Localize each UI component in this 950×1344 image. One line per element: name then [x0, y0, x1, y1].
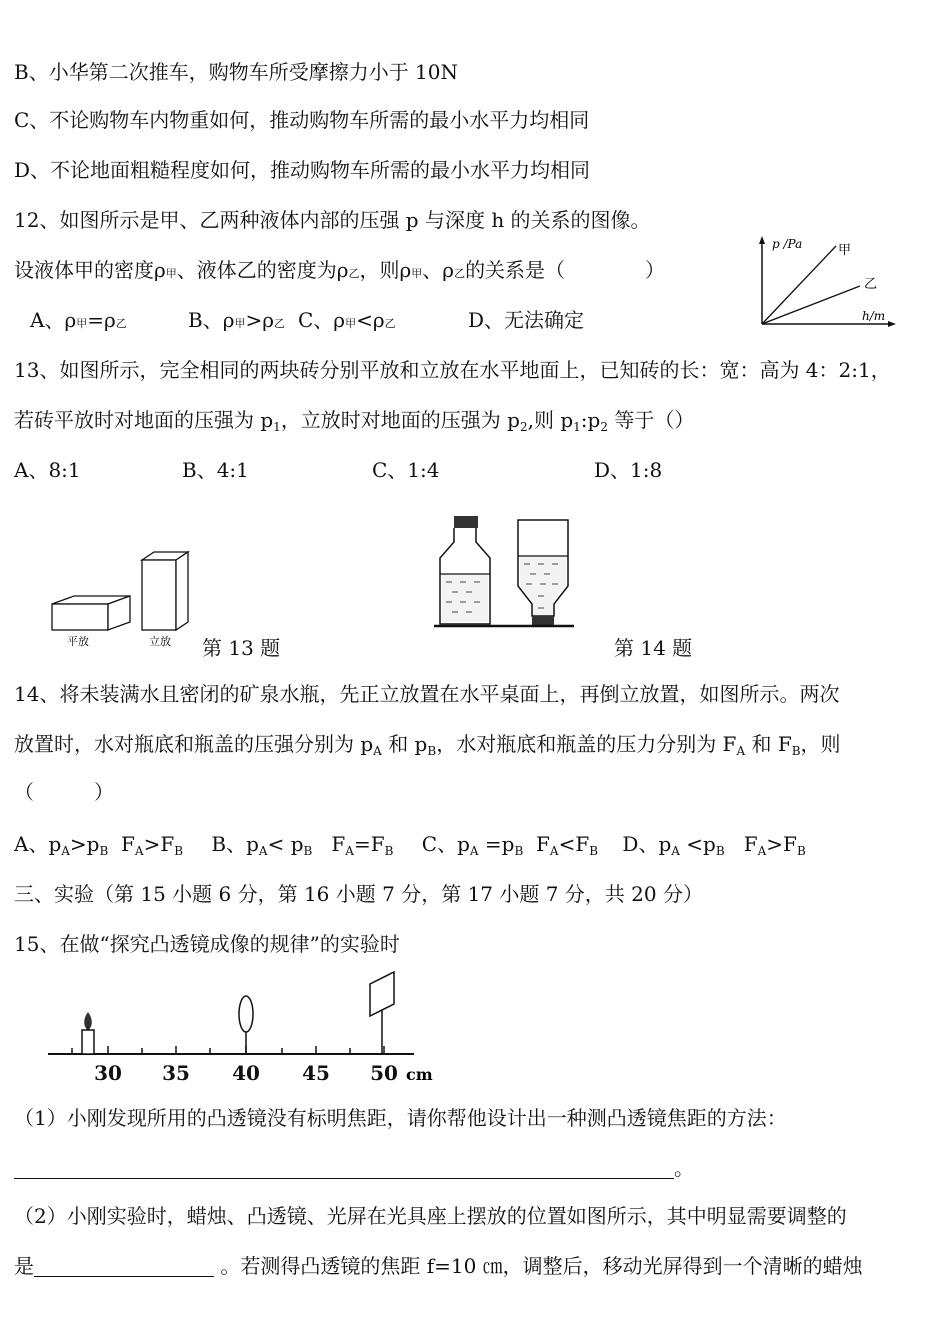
graph-xlabel: h/m	[862, 309, 886, 323]
tick-50: 50	[370, 1061, 398, 1085]
q14-stem-line3: （ ）	[14, 780, 114, 804]
bottle-cap-upright	[454, 516, 478, 528]
q12-option-a: A、ρ甲=ρ乙	[30, 308, 127, 332]
q13-option-c: C、1:4	[372, 458, 440, 482]
tick-45: 45	[302, 1061, 330, 1085]
line-jia	[762, 246, 836, 324]
q11-option-c: C、不论购物车内物重如何，推动购物车所需的最小水平力均相同	[14, 108, 590, 132]
q13-bricks-figure	[48, 544, 198, 652]
candle	[82, 1030, 94, 1054]
line-yi	[762, 286, 860, 324]
q11-option-b: B、小华第二次推车，购物车所受摩擦力小于 10N	[14, 60, 459, 84]
q13-stem-line2: 若砖平放时对地面的压强为 $p_1$，立放时对地面的压强为 $p_2$,则 $p_1:p_2$ 等于（）	[14, 408, 695, 434]
q15-title: 15、在做“探究凸透镜成像的规律”的实验时	[14, 932, 400, 956]
q15-part2-cont: 是 。若测得凸透镜的焦距 f=10 ㎝，调整后，移动光屏得到一个清晰的蜡烛	[14, 1254, 863, 1278]
q13-option-b: B、4:1	[182, 458, 249, 482]
q14-options: A、$p_A>p_B$ $F_A>F_B$ B、$p_A< p_B$ $F_A=F_B$ C、$p_A =p_B$ $F_A<F_B$ D、$p_A <p_B$ $F_A>F_B$	[14, 832, 806, 858]
q15-part1-answer: 。	[14, 1154, 694, 1182]
q12-pressure-depth-graph	[752, 232, 898, 330]
q13-stem-line1: 13、如图所示，完全相同的两块砖分别平放和立放在水平地面上，已知砖的长：宽：高为 4：2:1，	[14, 358, 891, 382]
q14-caption: 第 14 题	[614, 636, 693, 660]
q11-option-d: D、不论地面粗糙程度如何，推动购物车所需的最小水平力均相同	[14, 158, 591, 182]
q13-option-a: A、8:1	[14, 458, 81, 482]
standing-brick	[142, 560, 176, 630]
flat-label: 平放	[67, 635, 89, 648]
light-screen	[370, 972, 394, 1016]
section-3-heading: 三、实验（第 15 小题 6 分，第 16 小题 7 分，第 17 小题 7 分，共 20 分）	[14, 882, 703, 906]
q12-option-b: B、ρ甲>ρ乙	[188, 308, 285, 332]
stand-label: 立放	[149, 635, 171, 648]
q14-bottles-figure	[434, 512, 574, 632]
tick-30: 30	[94, 1061, 122, 1085]
convex-lens	[239, 996, 253, 1032]
flat-brick	[52, 604, 108, 630]
q14-stem-line1: 14、将未装满水且密闭的矿泉水瓶，先正立放置在水平桌面上，再倒立放置，如图所示。两次	[14, 682, 840, 706]
answer-blank-1[interactable]	[14, 1158, 674, 1179]
graph-label-yi: 乙	[864, 277, 878, 292]
tick-40: 40	[232, 1061, 260, 1085]
q13-caption: 第 13 题	[202, 636, 281, 660]
q14-stem-line2: 放置时，水对瓶底和瓶盖的压强分别为 $p_A$ 和 $p_B$，水对瓶底和瓶盖的压力分别为 $F_A$ 和 $F_B$，则	[14, 732, 841, 758]
q12-option-c: C、ρ甲<ρ乙	[298, 308, 396, 332]
q12-option-d: D、无法确定	[468, 308, 585, 332]
q15-part2: （2）小刚实验时，蜡烛、凸透镜、光屏在光具座上摆放的位置如图所示，其中明显需要调整的	[14, 1204, 847, 1228]
q12-stem-line1: 12、如图所示是甲、乙两种液体内部的压强 p 与深度 h 的关系的图像。	[14, 208, 651, 232]
q15-optical-bench-figure	[44, 966, 444, 1090]
graph-ylabel: p /Pa	[772, 237, 803, 251]
graph-label-jia: 甲	[838, 243, 852, 258]
q12-stem-line2: 设液体甲的密度ρ甲、液体乙的密度为ρ乙，则ρ甲、ρ乙的关系是（ ）	[14, 258, 666, 282]
tick-35: 35	[162, 1061, 190, 1085]
bottle-cap-inverted	[532, 616, 554, 626]
q13-option-d: D、1:8	[594, 458, 663, 482]
answer-blank-2[interactable]	[34, 1256, 214, 1277]
tick-unit: cm	[406, 1065, 433, 1084]
q15-part1: （1）小刚发现所用的凸透镜没有标明焦距，请你帮他设计出一种测凸透镜焦距的方法：	[14, 1106, 787, 1130]
